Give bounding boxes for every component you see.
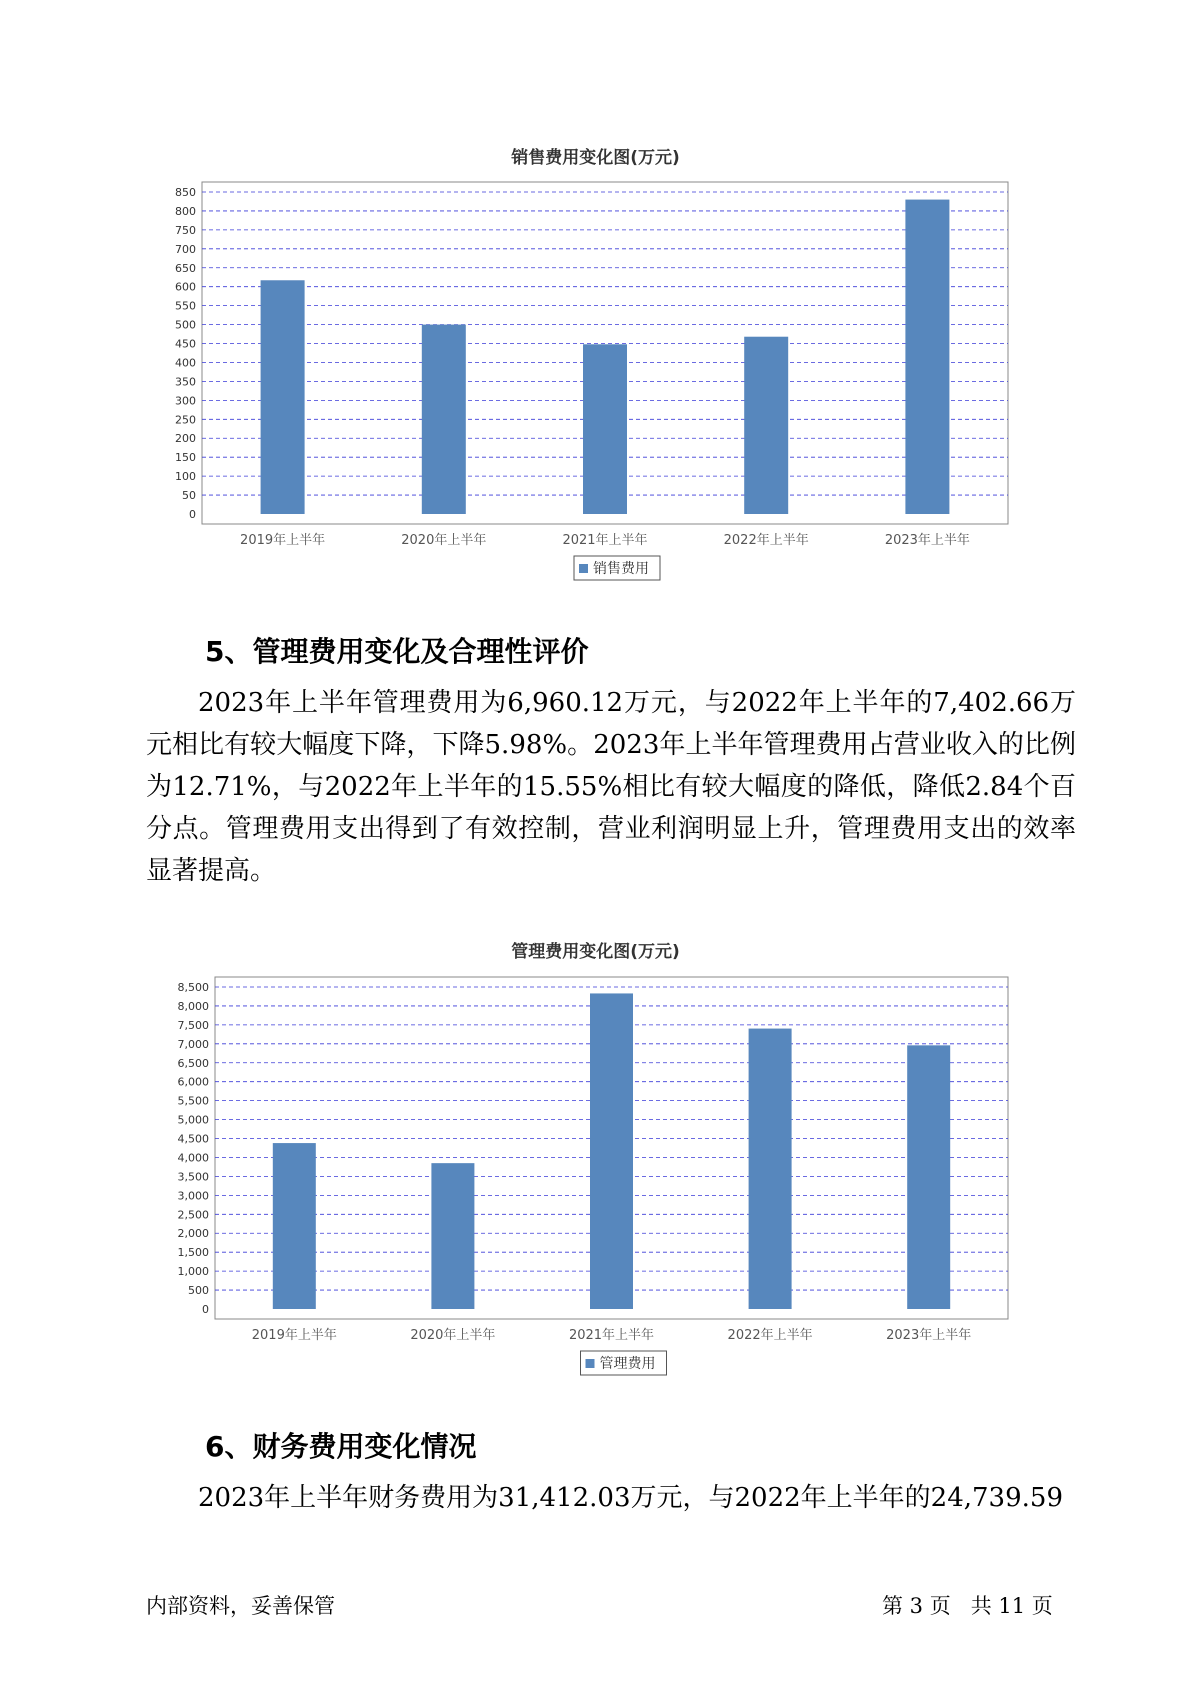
sales-expense-bar-chart [0,160,1191,577]
x-tick-label: 2019年上半年 [251,1328,337,1343]
y-tick-label: 8,500 [177,981,209,994]
legend-label: 销售费用 [593,561,649,577]
y-tick-label: 4,500 [177,1132,209,1146]
bar [744,337,788,514]
y-tick-label: 6,000 [177,1075,209,1089]
y-tick-label: 2,000 [177,1227,209,1241]
x-tick-label: 2021年上半年 [562,533,648,548]
y-tick-label: 4,000 [177,1151,209,1165]
y-tick-label: 450 [175,337,196,351]
y-tick-label: 0 [189,508,196,521]
y-tick-label: 800 [175,204,196,218]
footer-confidential-note: 内部资料，妥善保管 [146,1594,335,1618]
y-tick-label: 8,000 [177,999,209,1013]
x-tick-label: 2022年上半年 [727,1328,813,1343]
y-tick-label: 3,500 [177,1170,209,1184]
legend [581,1351,667,1375]
y-tick-label: 550 [175,299,196,313]
bar [905,200,949,514]
section6-paragraph [146,1477,1076,1519]
section5-paragraph [146,682,1076,892]
y-tick-label: 500 [188,1284,209,1298]
y-tick-label: 5,500 [177,1094,209,1108]
y-tick-label: 300 [175,394,196,408]
x-tick-label: 2022年上半年 [723,533,809,548]
bar [583,344,627,514]
y-tick-label: 600 [175,280,196,294]
admin-expense-bar-chart [0,955,1191,1372]
x-tick-label: 2020年上半年 [401,533,487,548]
legend-swatch [586,1359,595,1368]
section6-heading: 6、财务费用变化情况 [205,1430,477,1463]
y-tick-label: 150 [175,451,196,465]
y-tick-label: 1,000 [177,1265,209,1279]
x-tick-label: 2021年上半年 [568,1328,655,1343]
bar [261,280,305,514]
bar [273,1143,316,1309]
y-tick-label: 850 [175,186,196,199]
y-tick-label: 700 [175,242,196,256]
y-tick-label: 5,000 [177,1113,209,1127]
section5-paragraph-text: 2023年上半年管理费用为6,960.12万元，与2022年上半年的7,402.66万元相比有较大幅度下降，下降5.98%。2023年上半年管理费用占营业收入的比例为12.71%，与2022年上半年的15.55%相比有较大幅度的降低，降低2.84个百分点。管理费用支出得到了有效控制，营业利润明显上升，管理费用支出的效率显著提高。 [146,688,1076,886]
legend-swatch [579,564,588,573]
y-tick-label: 7,500 [177,1018,209,1032]
x-tick-label: 2023年上半年 [884,533,970,548]
y-tick-label: 250 [175,413,196,427]
y-tick-label: 750 [175,223,196,237]
y-tick-label: 50 [182,489,196,503]
y-tick-label: 400 [175,356,196,370]
y-tick-label: 3,000 [177,1189,209,1203]
bar [431,1163,474,1309]
y-tick-label: 6,500 [177,1056,209,1070]
sales-expense-chart-title: 销售费用变化图(万元) [511,148,680,168]
footer-page-number: 第 3 页 共 11 页 [882,1594,1053,1618]
section6-paragraph-text: 2023年上半年财务费用为31,412.03万元，与2022年上半年的24,739.59 [198,1483,1063,1513]
y-tick-label: 200 [175,432,196,446]
y-tick-label: 7,000 [177,1037,209,1051]
x-tick-label: 2019年上半年 [240,533,326,548]
bar [749,1029,792,1309]
y-tick-label: 1,500 [177,1246,209,1260]
y-tick-label: 500 [175,318,196,332]
y-tick-label: 2,500 [177,1208,209,1222]
bar [422,325,466,514]
bar [907,1045,950,1309]
bar [590,993,633,1309]
y-tick-label: 100 [175,470,196,484]
x-tick-label: 2020年上半年 [410,1328,496,1343]
legend [574,556,660,580]
legend-label: 管理费用 [599,1356,656,1372]
section5-heading: 5、管理费用变化及合理性评价 [205,635,589,668]
admin-expense-chart-title: 管理费用变化图(万元) [511,942,680,962]
y-tick-label: 650 [175,261,196,275]
y-tick-label: 0 [202,1303,209,1316]
y-tick-label: 350 [175,375,196,389]
x-tick-label: 2023年上半年 [886,1328,972,1343]
